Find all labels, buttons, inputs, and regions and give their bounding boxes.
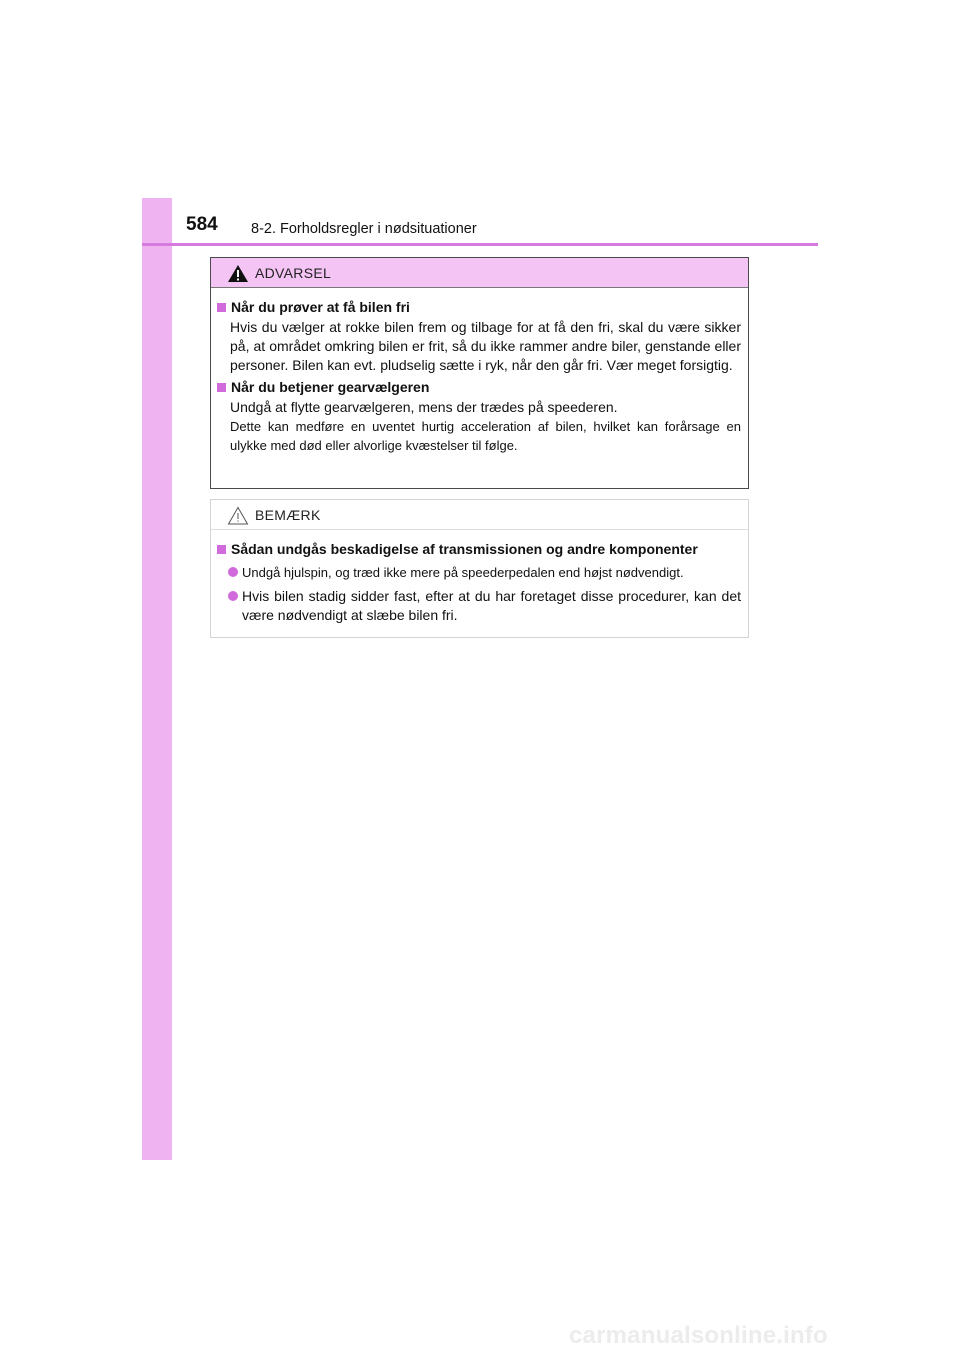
notice-title-text: Sådan undgås beskadigelse af transmissionen og andre komponenter [231, 541, 698, 557]
warning-heading: ADVARSEL [255, 265, 332, 281]
warning-body [211, 288, 748, 455]
warning-item-title [217, 298, 741, 316]
warning-box [210, 257, 749, 489]
warning-item-title-text: Når du betjener gearvælgeren [231, 379, 430, 395]
warning-paragraph: Dette kan medføre en uventet hurtig acceleration af bilen, hvilket kan forårsage en ulykke med død eller alvorlige kvæstelser til følge. [230, 419, 741, 453]
warning-item [217, 298, 741, 375]
list-item [228, 563, 741, 582]
caution-triangle-outline-icon [227, 506, 249, 525]
watermark: carmanualsonline.info [569, 1322, 828, 1349]
list-item-text: Hvis bilen stadig sidder fast, efter at du har foretaget disse procedurer, kan det være nødvendigt at slæbe bilen fri. [242, 588, 741, 623]
round-bullet-icon [228, 591, 238, 601]
warning-paragraph: Hvis du vælger at rokke bilen frem og tilbage for at få den fri, skal du være sikker på, at området omkring bilen er frit, så du ikke rammer andre biler, genstande eller personer. Bilen kan evt. pludselig sætte i ryk, når den går fri. Vær meget forsigtig. [230, 319, 741, 373]
notice-header [211, 500, 748, 530]
notice-heading: BEMÆRK [255, 507, 321, 523]
warning-triangle-filled-icon [227, 264, 249, 283]
warning-header [211, 258, 748, 288]
warning-item-title-text: Når du prøver at få bilen fri [231, 299, 410, 315]
warning-item [217, 378, 741, 455]
notice-body [211, 530, 748, 625]
warning-paragraph: Undgå at flytte gearvælgeren, mens der trædes på speederen. [230, 399, 618, 415]
chapter-side-tab [142, 198, 172, 1160]
round-bullet-icon [228, 567, 238, 577]
notice-title [217, 540, 741, 558]
square-bullet-icon [217, 383, 226, 392]
header-rule [142, 243, 818, 246]
warning-item-title [217, 378, 741, 396]
list-item [228, 587, 741, 625]
square-bullet-icon [217, 545, 226, 554]
list-item-text: Undgå hjulspin, og træd ikke mere på speederpedalen end højst nødvendigt. [242, 565, 684, 580]
section-title: 8-2. Forholdsregler i nødsituationer [251, 221, 477, 237]
square-bullet-icon [217, 303, 226, 312]
page-number: 584 [186, 214, 218, 235]
notice-box [210, 499, 749, 638]
